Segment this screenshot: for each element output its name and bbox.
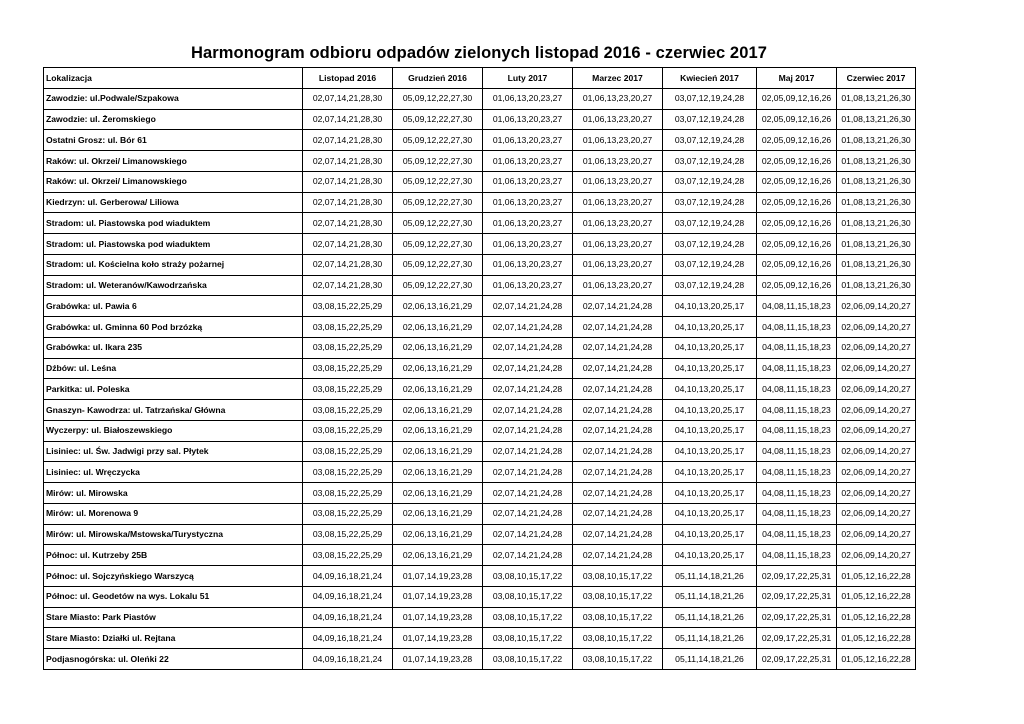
collection-dates-cell: 01,08,13,21,26,30 <box>837 109 916 130</box>
collection-dates-cell: 02,07,14,21,24,28 <box>483 337 573 358</box>
collection-dates-cell: 05,09,12,22,27,30 <box>393 254 483 275</box>
location-cell: Grabówka: ul. Gminna 60 Pod brzózką <box>44 317 303 338</box>
collection-dates-cell: 02,06,09,14,20,27 <box>837 317 916 338</box>
collection-dates-cell: 03,07,12,19,24,28 <box>663 213 757 234</box>
collection-dates-cell: 03,08,15,22,25,29 <box>303 545 393 566</box>
collection-dates-cell: 01,06,13,23,20,27 <box>573 213 663 234</box>
header-month: Luty 2017 <box>483 68 573 89</box>
collection-dates-cell: 01,05,12,16,22,28 <box>837 566 916 587</box>
location-cell: Stradom: ul. Weteranów/Kawodrzańska <box>44 275 303 296</box>
header-location: Lokalizacja <box>44 68 303 89</box>
collection-dates-cell: 02,06,13,16,21,29 <box>393 503 483 524</box>
collection-dates-cell: 04,09,16,18,21,24 <box>303 566 393 587</box>
location-cell: Stare Miasto: Działki ul. Rejtana <box>44 628 303 649</box>
location-cell: Ostatni Grosz: ul. Bór 61 <box>44 130 303 151</box>
location-cell: Północ: ul. Sojczyńskiego Warszycą <box>44 566 303 587</box>
collection-dates-cell: 02,09,17,22,25,31 <box>757 586 837 607</box>
location-cell: Północ: ul. Geodetów na wys. Lokalu 51 <box>44 586 303 607</box>
collection-dates-cell: 02,07,14,21,24,28 <box>573 441 663 462</box>
collection-dates-cell: 01,05,12,16,22,28 <box>837 628 916 649</box>
collection-dates-cell: 05,09,12,22,27,30 <box>393 234 483 255</box>
collection-dates-cell: 02,07,14,21,28,30 <box>303 109 393 130</box>
collection-dates-cell: 02,07,14,21,24,28 <box>573 503 663 524</box>
collection-dates-cell: 02,07,14,21,24,28 <box>483 441 573 462</box>
table-row <box>44 649 916 670</box>
collection-dates-cell: 02,07,14,21,24,28 <box>573 379 663 400</box>
collection-dates-cell: 02,07,14,21,24,28 <box>573 296 663 317</box>
location-cell: Stradom: ul. Kościelna koło straży pożarnej <box>44 254 303 275</box>
collection-dates-cell: 03,08,15,22,25,29 <box>303 317 393 338</box>
table-row <box>44 130 916 151</box>
collection-dates-cell: 02,05,09,12,16,26 <box>757 130 837 151</box>
location-cell: Zawodzie: ul. Żeromskiego <box>44 109 303 130</box>
collection-dates-cell: 01,07,14,19,23,28 <box>393 607 483 628</box>
header-month: Grudzień 2016 <box>393 68 483 89</box>
collection-dates-cell: 03,07,12,19,24,28 <box>663 130 757 151</box>
table-row <box>44 420 916 441</box>
collection-dates-cell: 02,06,13,16,21,29 <box>393 420 483 441</box>
collection-dates-cell: 02,07,14,21,28,30 <box>303 254 393 275</box>
collection-dates-cell: 02,06,13,16,21,29 <box>393 545 483 566</box>
collection-dates-cell: 04,08,11,15,18,23 <box>757 420 837 441</box>
collection-dates-cell: 03,08,10,15,17,22 <box>573 586 663 607</box>
collection-dates-cell: 02,07,14,21,28,30 <box>303 234 393 255</box>
collection-dates-cell: 02,06,09,14,20,27 <box>837 503 916 524</box>
collection-dates-cell: 04,08,11,15,18,23 <box>757 337 837 358</box>
collection-dates-cell: 02,07,14,21,28,30 <box>303 275 393 296</box>
collection-dates-cell: 03,07,12,19,24,28 <box>663 88 757 109</box>
location-cell: Lisiniec: ul. Św. Jadwigi przy sal. Płytek <box>44 441 303 462</box>
collection-dates-cell: 02,07,14,21,28,30 <box>303 88 393 109</box>
location-cell: Parkitka: ul. Poleska <box>44 379 303 400</box>
collection-dates-cell: 02,09,17,22,25,31 <box>757 607 837 628</box>
location-cell: Raków: ul. Okrzei/ Limanowskiego <box>44 151 303 172</box>
collection-dates-cell: 02,06,09,14,20,27 <box>837 545 916 566</box>
collection-dates-cell: 04,10,13,20,25,17 <box>663 358 757 379</box>
collection-dates-cell: 03,08,15,22,25,29 <box>303 503 393 524</box>
collection-dates-cell: 02,07,14,21,24,28 <box>573 337 663 358</box>
collection-dates-cell: 03,08,10,15,17,22 <box>573 566 663 587</box>
collection-dates-cell: 02,09,17,22,25,31 <box>757 649 837 670</box>
collection-dates-cell: 03,08,10,15,17,22 <box>483 649 573 670</box>
collection-dates-cell: 01,05,12,16,22,28 <box>837 586 916 607</box>
collection-dates-cell: 01,08,13,21,26,30 <box>837 234 916 255</box>
location-cell: Stradom: ul. Piastowska pod wiaduktem <box>44 213 303 234</box>
collection-dates-cell: 04,10,13,20,25,17 <box>663 317 757 338</box>
collection-dates-cell: 02,06,13,16,21,29 <box>393 441 483 462</box>
collection-dates-cell: 02,07,14,21,24,28 <box>483 503 573 524</box>
collection-dates-cell: 05,09,12,22,27,30 <box>393 275 483 296</box>
table-row <box>44 483 916 504</box>
collection-dates-cell: 02,06,13,16,21,29 <box>393 462 483 483</box>
collection-dates-cell: 02,05,09,12,16,26 <box>757 192 837 213</box>
collection-dates-cell: 04,10,13,20,25,17 <box>663 545 757 566</box>
collection-dates-cell: 04,10,13,20,25,17 <box>663 524 757 545</box>
collection-dates-cell: 02,06,13,16,21,29 <box>393 296 483 317</box>
collection-dates-cell: 02,07,14,21,24,28 <box>573 483 663 504</box>
collection-dates-cell: 03,08,10,15,17,22 <box>483 628 573 649</box>
collection-dates-cell: 01,08,13,21,26,30 <box>837 192 916 213</box>
collection-dates-cell: 05,11,14,18,21,26 <box>663 586 757 607</box>
collection-dates-cell: 04,10,13,20,25,17 <box>663 483 757 504</box>
collection-dates-cell: 04,08,11,15,18,23 <box>757 483 837 504</box>
collection-dates-cell: 03,08,15,22,25,29 <box>303 483 393 504</box>
collection-dates-cell: 05,09,12,22,27,30 <box>393 213 483 234</box>
collection-dates-cell: 01,06,13,23,20,27 <box>573 88 663 109</box>
collection-dates-cell: 03,08,15,22,25,29 <box>303 400 393 421</box>
table-row <box>44 441 916 462</box>
collection-dates-cell: 01,07,14,19,23,28 <box>393 566 483 587</box>
collection-dates-cell: 03,08,15,22,25,29 <box>303 462 393 483</box>
location-cell: Mirów: ul. Morenowa 9 <box>44 503 303 524</box>
collection-dates-cell: 02,06,09,14,20,27 <box>837 337 916 358</box>
collection-dates-cell: 01,06,13,20,23,27 <box>483 171 573 192</box>
table-row <box>44 462 916 483</box>
collection-dates-cell: 05,09,12,22,27,30 <box>393 151 483 172</box>
collection-dates-cell: 03,08,15,22,25,29 <box>303 379 393 400</box>
table-row <box>44 607 916 628</box>
collection-dates-cell: 02,07,14,21,24,28 <box>573 462 663 483</box>
collection-dates-cell: 01,08,13,21,26,30 <box>837 151 916 172</box>
collection-dates-cell: 04,08,11,15,18,23 <box>757 462 837 483</box>
collection-dates-cell: 03,08,10,15,17,22 <box>573 607 663 628</box>
collection-dates-cell: 04,10,13,20,25,17 <box>663 379 757 400</box>
collection-dates-cell: 03,08,15,22,25,29 <box>303 524 393 545</box>
location-cell: Zawodzie: ul.Podwale/Szpakowa <box>44 88 303 109</box>
collection-dates-cell: 03,08,15,22,25,29 <box>303 337 393 358</box>
collection-dates-cell: 03,07,12,19,24,28 <box>663 109 757 130</box>
collection-dates-cell: 02,05,09,12,16,26 <box>757 88 837 109</box>
table-row <box>44 545 916 566</box>
collection-dates-cell: 03,08,10,15,17,22 <box>573 649 663 670</box>
collection-dates-cell: 04,09,16,18,21,24 <box>303 607 393 628</box>
collection-dates-cell: 05,11,14,18,21,26 <box>663 566 757 587</box>
table-row <box>44 213 916 234</box>
collection-dates-cell: 04,10,13,20,25,17 <box>663 503 757 524</box>
collection-dates-cell: 01,06,13,20,23,27 <box>483 192 573 213</box>
collection-dates-cell: 02,05,09,12,16,26 <box>757 109 837 130</box>
collection-dates-cell: 02,06,09,14,20,27 <box>837 483 916 504</box>
collection-dates-cell: 01,08,13,21,26,30 <box>837 275 916 296</box>
collection-dates-cell: 01,06,13,20,23,27 <box>483 213 573 234</box>
collection-dates-cell: 01,08,13,21,26,30 <box>837 130 916 151</box>
collection-dates-cell: 05,09,12,22,27,30 <box>393 109 483 130</box>
collection-dates-cell: 02,06,13,16,21,29 <box>393 524 483 545</box>
table-row <box>44 379 916 400</box>
collection-dates-cell: 03,07,12,19,24,28 <box>663 192 757 213</box>
table-row <box>44 275 916 296</box>
collection-dates-cell: 01,05,12,16,22,28 <box>837 649 916 670</box>
collection-dates-cell: 03,08,15,22,25,29 <box>303 441 393 462</box>
collection-dates-cell: 02,07,14,21,24,28 <box>483 400 573 421</box>
collection-dates-cell: 01,06,13,23,20,27 <box>573 234 663 255</box>
collection-dates-cell: 01,06,13,23,20,27 <box>573 151 663 172</box>
collection-dates-cell: 03,08,15,22,25,29 <box>303 296 393 317</box>
collection-dates-cell: 02,07,14,21,24,28 <box>483 379 573 400</box>
collection-dates-cell: 05,09,12,22,27,30 <box>393 88 483 109</box>
collection-dates-cell: 01,06,13,20,23,27 <box>483 109 573 130</box>
collection-dates-cell: 01,06,13,23,20,27 <box>573 109 663 130</box>
collection-dates-cell: 04,08,11,15,18,23 <box>757 400 837 421</box>
table-row <box>44 503 916 524</box>
collection-dates-cell: 03,08,10,15,17,22 <box>483 607 573 628</box>
document-title: Harmonogram odbioru odpadów zielonych listopad 2016 - czerwiec 2017 <box>190 44 768 62</box>
collection-dates-cell: 04,08,11,15,18,23 <box>757 524 837 545</box>
table-row <box>44 296 916 317</box>
collection-dates-cell: 02,07,14,21,24,28 <box>573 400 663 421</box>
collection-dates-cell: 02,06,13,16,21,29 <box>393 337 483 358</box>
table-row <box>44 151 916 172</box>
collection-dates-cell: 02,05,09,12,16,26 <box>757 171 837 192</box>
collection-dates-cell: 04,10,13,20,25,17 <box>663 400 757 421</box>
collection-dates-cell: 03,08,10,15,17,22 <box>483 586 573 607</box>
table-row <box>44 337 916 358</box>
collection-dates-cell: 02,07,14,21,24,28 <box>573 545 663 566</box>
collection-dates-cell: 02,07,14,21,24,28 <box>483 317 573 338</box>
collection-dates-cell: 04,08,11,15,18,23 <box>757 317 837 338</box>
collection-dates-cell: 03,07,12,19,24,28 <box>663 151 757 172</box>
collection-dates-cell: 02,06,13,16,21,29 <box>393 317 483 338</box>
collection-dates-cell: 02,06,09,14,20,27 <box>837 524 916 545</box>
collection-dates-cell: 02,06,13,16,21,29 <box>393 358 483 379</box>
collection-dates-cell: 02,07,14,21,24,28 <box>483 545 573 566</box>
table-row <box>44 171 916 192</box>
collection-dates-cell: 04,08,11,15,18,23 <box>757 358 837 379</box>
collection-dates-cell: 02,07,14,21,24,28 <box>483 524 573 545</box>
collection-dates-cell: 05,09,12,22,27,30 <box>393 130 483 151</box>
table-row <box>44 628 916 649</box>
table-row <box>44 192 916 213</box>
table-row <box>44 88 916 109</box>
schedule-table <box>43 67 916 670</box>
collection-dates-cell: 02,05,09,12,16,26 <box>757 275 837 296</box>
collection-dates-cell: 04,10,13,20,25,17 <box>663 441 757 462</box>
location-cell: Kiedrzyn: ul. Gerberowa/ Liliowa <box>44 192 303 213</box>
header-month: Czerwiec 2017 <box>837 68 916 89</box>
table-row <box>44 254 916 275</box>
collection-dates-cell: 01,06,13,20,23,27 <box>483 88 573 109</box>
collection-dates-cell: 02,07,14,21,24,28 <box>483 483 573 504</box>
collection-dates-cell: 02,06,09,14,20,27 <box>837 358 916 379</box>
collection-dates-cell: 04,08,11,15,18,23 <box>757 441 837 462</box>
collection-dates-cell: 05,11,14,18,21,26 <box>663 607 757 628</box>
collection-dates-cell: 03,07,12,19,24,28 <box>663 254 757 275</box>
collection-dates-cell: 02,07,14,21,24,28 <box>483 420 573 441</box>
collection-dates-cell: 03,08,15,22,25,29 <box>303 420 393 441</box>
location-cell: Lisiniec: ul. Wręczycka <box>44 462 303 483</box>
location-cell: Stare Miasto: Park Piastów <box>44 607 303 628</box>
header-month: Kwiecień 2017 <box>663 68 757 89</box>
collection-dates-cell: 04,08,11,15,18,23 <box>757 503 837 524</box>
location-cell: Raków: ul. Okrzei/ Limanowskiego <box>44 171 303 192</box>
collection-dates-cell: 02,07,14,21,28,30 <box>303 151 393 172</box>
collection-dates-cell: 02,09,17,22,25,31 <box>757 566 837 587</box>
table-row <box>44 109 916 130</box>
collection-dates-cell: 02,07,14,21,24,28 <box>573 524 663 545</box>
location-cell: Wyczerpy: ul. Białoszewskiego <box>44 420 303 441</box>
collection-dates-cell: 01,08,13,21,26,30 <box>837 171 916 192</box>
collection-dates-cell: 02,09,17,22,25,31 <box>757 628 837 649</box>
collection-dates-cell: 03,08,10,15,17,22 <box>573 628 663 649</box>
collection-dates-cell: 02,06,13,16,21,29 <box>393 379 483 400</box>
collection-dates-cell: 02,05,09,12,16,26 <box>757 151 837 172</box>
collection-dates-cell: 02,07,14,21,24,28 <box>483 296 573 317</box>
collection-dates-cell: 01,06,13,20,23,27 <box>483 254 573 275</box>
collection-dates-cell: 04,10,13,20,25,17 <box>663 296 757 317</box>
collection-dates-cell: 01,06,13,20,23,27 <box>483 234 573 255</box>
collection-dates-cell: 01,07,14,19,23,28 <box>393 586 483 607</box>
collection-dates-cell: 02,07,14,21,28,30 <box>303 213 393 234</box>
collection-dates-cell: 01,06,13,20,23,27 <box>483 151 573 172</box>
collection-dates-cell: 02,05,09,12,16,26 <box>757 234 837 255</box>
header-month: Marzec 2017 <box>573 68 663 89</box>
collection-dates-cell: 02,07,14,21,24,28 <box>573 358 663 379</box>
collection-dates-cell: 02,06,09,14,20,27 <box>837 296 916 317</box>
collection-dates-cell: 02,06,09,14,20,27 <box>837 420 916 441</box>
collection-dates-cell: 01,06,13,20,23,27 <box>483 275 573 296</box>
collection-dates-cell: 04,09,16,18,21,24 <box>303 586 393 607</box>
collection-dates-cell: 04,10,13,20,25,17 <box>663 462 757 483</box>
table-row <box>44 400 916 421</box>
collection-dates-cell: 01,07,14,19,23,28 <box>393 649 483 670</box>
location-cell: Grabówka: ul. Pawia 6 <box>44 296 303 317</box>
table-row <box>44 566 916 587</box>
collection-dates-cell: 03,08,10,15,17,22 <box>483 566 573 587</box>
collection-dates-cell: 04,08,11,15,18,23 <box>757 296 837 317</box>
collection-dates-cell: 04,08,11,15,18,23 <box>757 545 837 566</box>
location-cell: Północ: ul. Kutrzeby 25B <box>44 545 303 566</box>
collection-dates-cell: 02,06,09,14,20,27 <box>837 462 916 483</box>
location-cell: Gnaszyn- Kawodrza: ul. Tatrzańska/ Główna <box>44 400 303 421</box>
collection-dates-cell: 02,07,14,21,28,30 <box>303 192 393 213</box>
table-row <box>44 234 916 255</box>
collection-dates-cell: 02,07,14,21,24,28 <box>483 462 573 483</box>
table-body <box>44 88 916 669</box>
header-month: Maj 2017 <box>757 68 837 89</box>
collection-dates-cell: 01,07,14,19,23,28 <box>393 628 483 649</box>
collection-dates-cell: 02,06,09,14,20,27 <box>837 379 916 400</box>
collection-dates-cell: 04,10,13,20,25,17 <box>663 420 757 441</box>
collection-dates-cell: 02,07,14,21,24,28 <box>573 317 663 338</box>
location-cell: Mirów: ul. Mirowska/Mstowska/Turystyczna <box>44 524 303 545</box>
collection-dates-cell: 01,08,13,21,26,30 <box>837 254 916 275</box>
collection-dates-cell: 03,08,15,22,25,29 <box>303 358 393 379</box>
table-row <box>44 524 916 545</box>
collection-dates-cell: 05,11,14,18,21,26 <box>663 628 757 649</box>
collection-dates-cell: 02,06,09,14,20,27 <box>837 441 916 462</box>
collection-dates-cell: 02,06,09,14,20,27 <box>837 400 916 421</box>
location-cell: Podjasnogórska: ul. Oleńki 22 <box>44 649 303 670</box>
header-month: Listopad 2016 <box>303 68 393 89</box>
collection-dates-cell: 01,06,13,23,20,27 <box>573 275 663 296</box>
collection-dates-cell: 03,07,12,19,24,28 <box>663 234 757 255</box>
collection-dates-cell: 05,09,12,22,27,30 <box>393 192 483 213</box>
collection-dates-cell: 01,08,13,21,26,30 <box>837 213 916 234</box>
collection-dates-cell: 01,06,13,23,20,27 <box>573 130 663 151</box>
location-cell: Stradom: ul. Piastowska pod wiaduktem <box>44 234 303 255</box>
collection-dates-cell: 01,08,13,21,26,30 <box>837 88 916 109</box>
table-header-row <box>44 68 916 89</box>
collection-dates-cell: 01,06,13,23,20,27 <box>573 192 663 213</box>
collection-dates-cell: 04,08,11,15,18,23 <box>757 379 837 400</box>
collection-dates-cell: 02,06,13,16,21,29 <box>393 400 483 421</box>
location-cell: Dźbów: ul. Leśna <box>44 358 303 379</box>
collection-dates-cell: 04,10,13,20,25,17 <box>663 337 757 358</box>
collection-dates-cell: 02,07,14,21,24,28 <box>483 358 573 379</box>
collection-dates-cell: 02,05,09,12,16,26 <box>757 254 837 275</box>
collection-dates-cell: 02,07,14,21,24,28 <box>573 420 663 441</box>
collection-dates-cell: 03,07,12,19,24,28 <box>663 275 757 296</box>
location-cell: Grabówka: ul. Ikara 235 <box>44 337 303 358</box>
collection-dates-cell: 01,06,13,20,23,27 <box>483 130 573 151</box>
collection-dates-cell: 03,07,12,19,24,28 <box>663 171 757 192</box>
collection-dates-cell: 02,07,14,21,28,30 <box>303 171 393 192</box>
collection-dates-cell: 05,11,14,18,21,26 <box>663 649 757 670</box>
collection-dates-cell: 01,06,13,23,20,27 <box>573 254 663 275</box>
collection-dates-cell: 02,07,14,21,28,30 <box>303 130 393 151</box>
collection-dates-cell: 01,06,13,23,20,27 <box>573 171 663 192</box>
collection-dates-cell: 05,09,12,22,27,30 <box>393 171 483 192</box>
collection-dates-cell: 02,06,13,16,21,29 <box>393 483 483 504</box>
location-cell: Mirów: ul. Mirowska <box>44 483 303 504</box>
collection-dates-cell: 04,09,16,18,21,24 <box>303 649 393 670</box>
collection-dates-cell: 02,05,09,12,16,26 <box>757 213 837 234</box>
table-row <box>44 358 916 379</box>
collection-dates-cell: 04,09,16,18,21,24 <box>303 628 393 649</box>
collection-dates-cell: 01,05,12,16,22,28 <box>837 607 916 628</box>
table-row <box>44 317 916 338</box>
table-row <box>44 586 916 607</box>
